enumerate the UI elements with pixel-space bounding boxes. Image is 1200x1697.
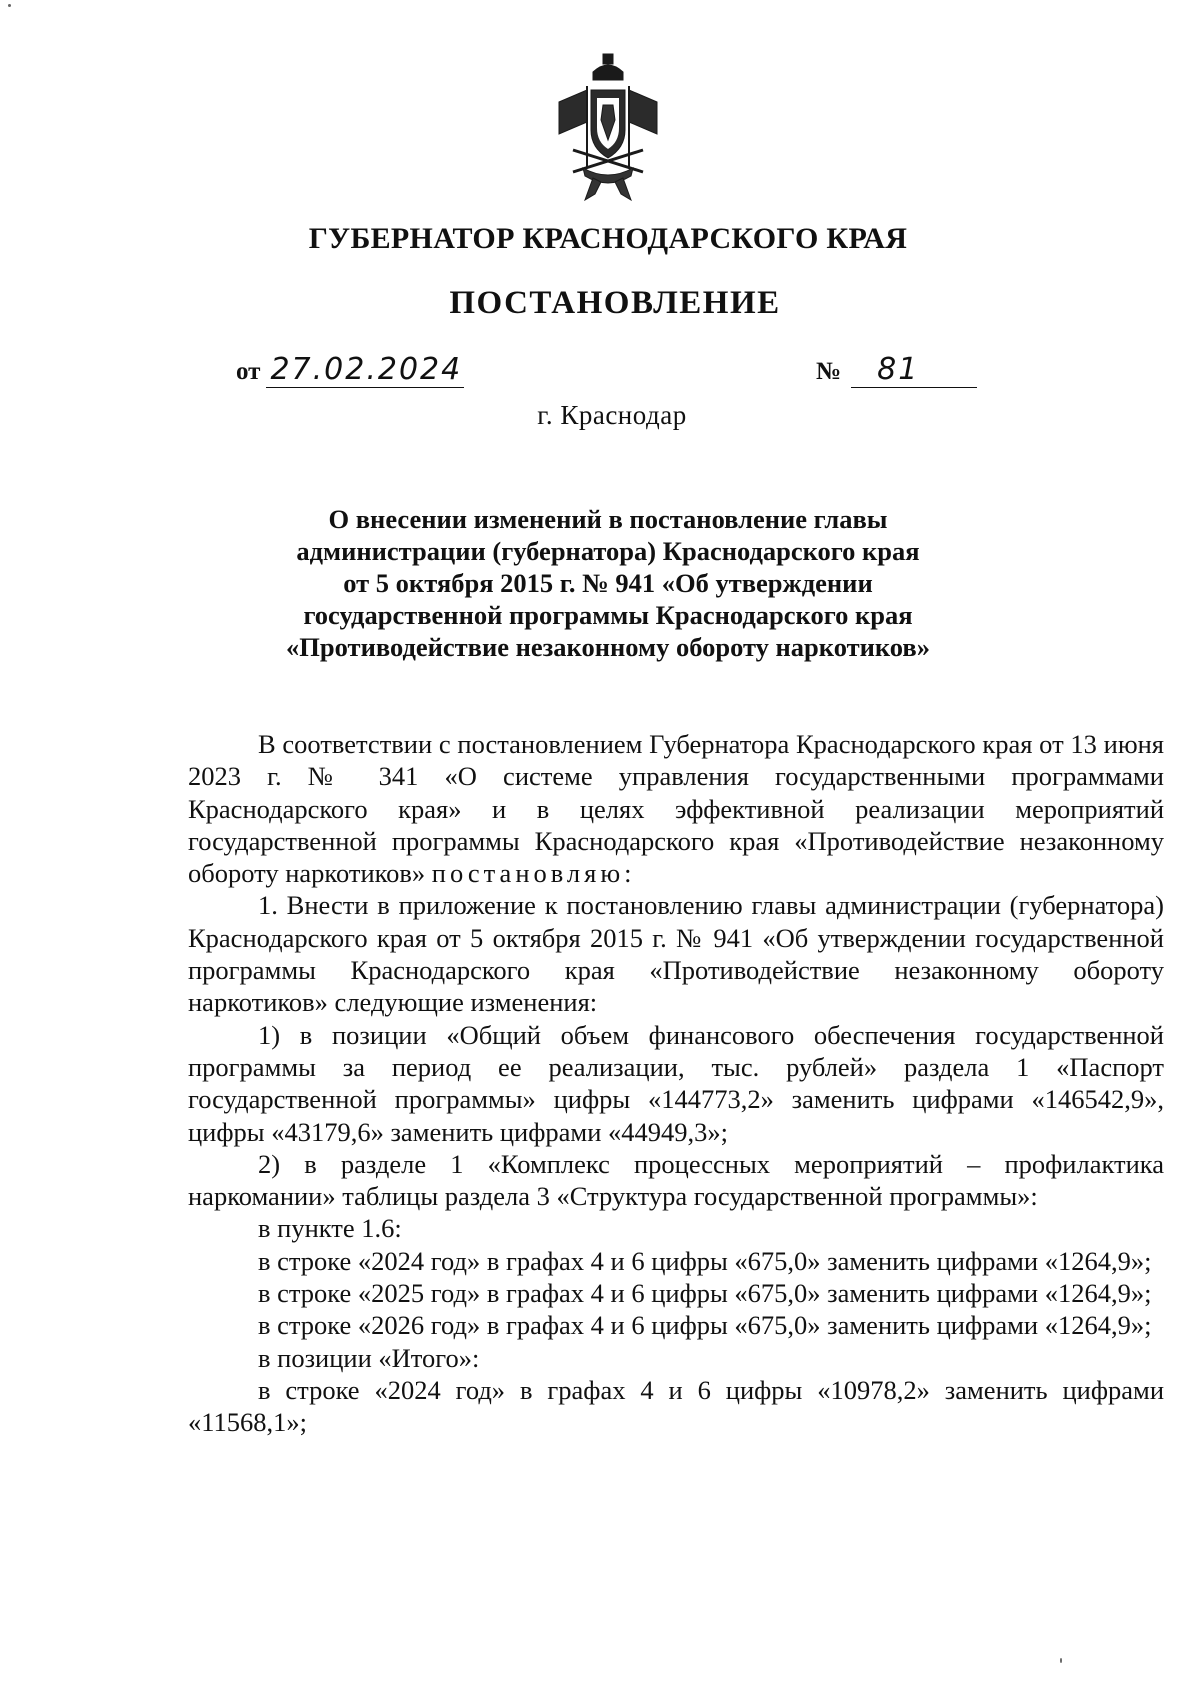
title-line: «Противодействие незаконному обороту наркотиков» <box>286 632 930 662</box>
document-title <box>0 503 1200 663</box>
date-prefix: от <box>236 358 261 385</box>
issuing-authority: ГУБЕРНАТОР КРАСНОДАРСКОГО КРАЯ <box>308 222 908 255</box>
preamble-text: В соответствии с постановлением Губернатора Краснодарского края от 13 июня 2023 г. № 341 «О системе управления государственными программами Краснодарского края» и в целях эффективной реализации мероприятий государственной программы Краснодарского края «Противодействие незаконному обороту наркотиков» <box>188 729 1164 889</box>
preamble-paragraph <box>188 728 1164 889</box>
resolve-word: постановляю: <box>431 858 636 889</box>
scan-speck <box>1060 1658 1062 1663</box>
point-paragraph: в пункте 1.6: <box>258 1213 402 1244</box>
number-prefix: № <box>816 358 842 385</box>
document-number-handwritten: 81 <box>851 352 977 388</box>
document-date-line <box>236 352 464 387</box>
title-line: администрации (губернатора) Краснодарского края <box>296 536 920 566</box>
title-line: О внесении изменений в постановление главы <box>328 504 888 534</box>
total-2024-paragraph: в строке «2024 год» в графах 4 и 6 цифры «10978,2» заменить цифрами «11568,1»; <box>188 1374 1164 1438</box>
document-body <box>188 728 1164 1439</box>
document-date-handwritten: 27.02.2024 <box>266 352 464 388</box>
row-2026-paragraph: в строке «2026 год» в графах 4 и 6 цифры «675,0» заменить цифрами «1264,9»; <box>258 1310 1152 1341</box>
item-1-paragraph: 1. Внести в приложение к постановлению главы администрации (губернатора) Краснодарского края от 5 октября 2015 г. № 941 «Об утверждении государственной программы Краснодарского края «Противодействие незаконному обороту наркотиков» следующие изменения: <box>188 890 1164 1018</box>
row-2024-paragraph: в строке «2024 год» в графах 4 и 6 цифры «675,0» заменить цифрами «1264,9»; <box>258 1245 1152 1276</box>
krasnodar-coat-of-arms-emblem <box>553 50 663 205</box>
scan-speck <box>8 4 11 7</box>
subitem-2-paragraph: 2) в разделе 1 «Комплекс процессных мероприятий – профилактика наркомании» таблицы раздела 3 «Структура государственной программы»: <box>188 1148 1164 1212</box>
city: г. Краснодар <box>537 400 687 430</box>
row-2025-paragraph: в строке «2025 год» в графах 4 и 6 цифры «675,0» заменить цифрами «1264,9»; <box>258 1278 1152 1309</box>
subitem-1-paragraph: 1) в позиции «Общий объем финансового обеспечения государственной программы за период ее реализации, тыс. рублей» раздела 1 «Паспорт государственной программы» цифры «144773,2» заменить цифрами «146542,9», цифры «43179,6» заменить цифрами «44949,3»; <box>188 1019 1164 1147</box>
document-type: ПОСТАНОВЛЕНИЕ <box>449 285 781 321</box>
total-position-paragraph: в позиции «Итого»: <box>258 1342 480 1373</box>
title-line: государственной программы Краснодарского края <box>303 600 913 630</box>
document-number-line <box>816 352 977 388</box>
title-line: от 5 октября 2015 г. № 941 «Об утверждении <box>343 568 873 598</box>
